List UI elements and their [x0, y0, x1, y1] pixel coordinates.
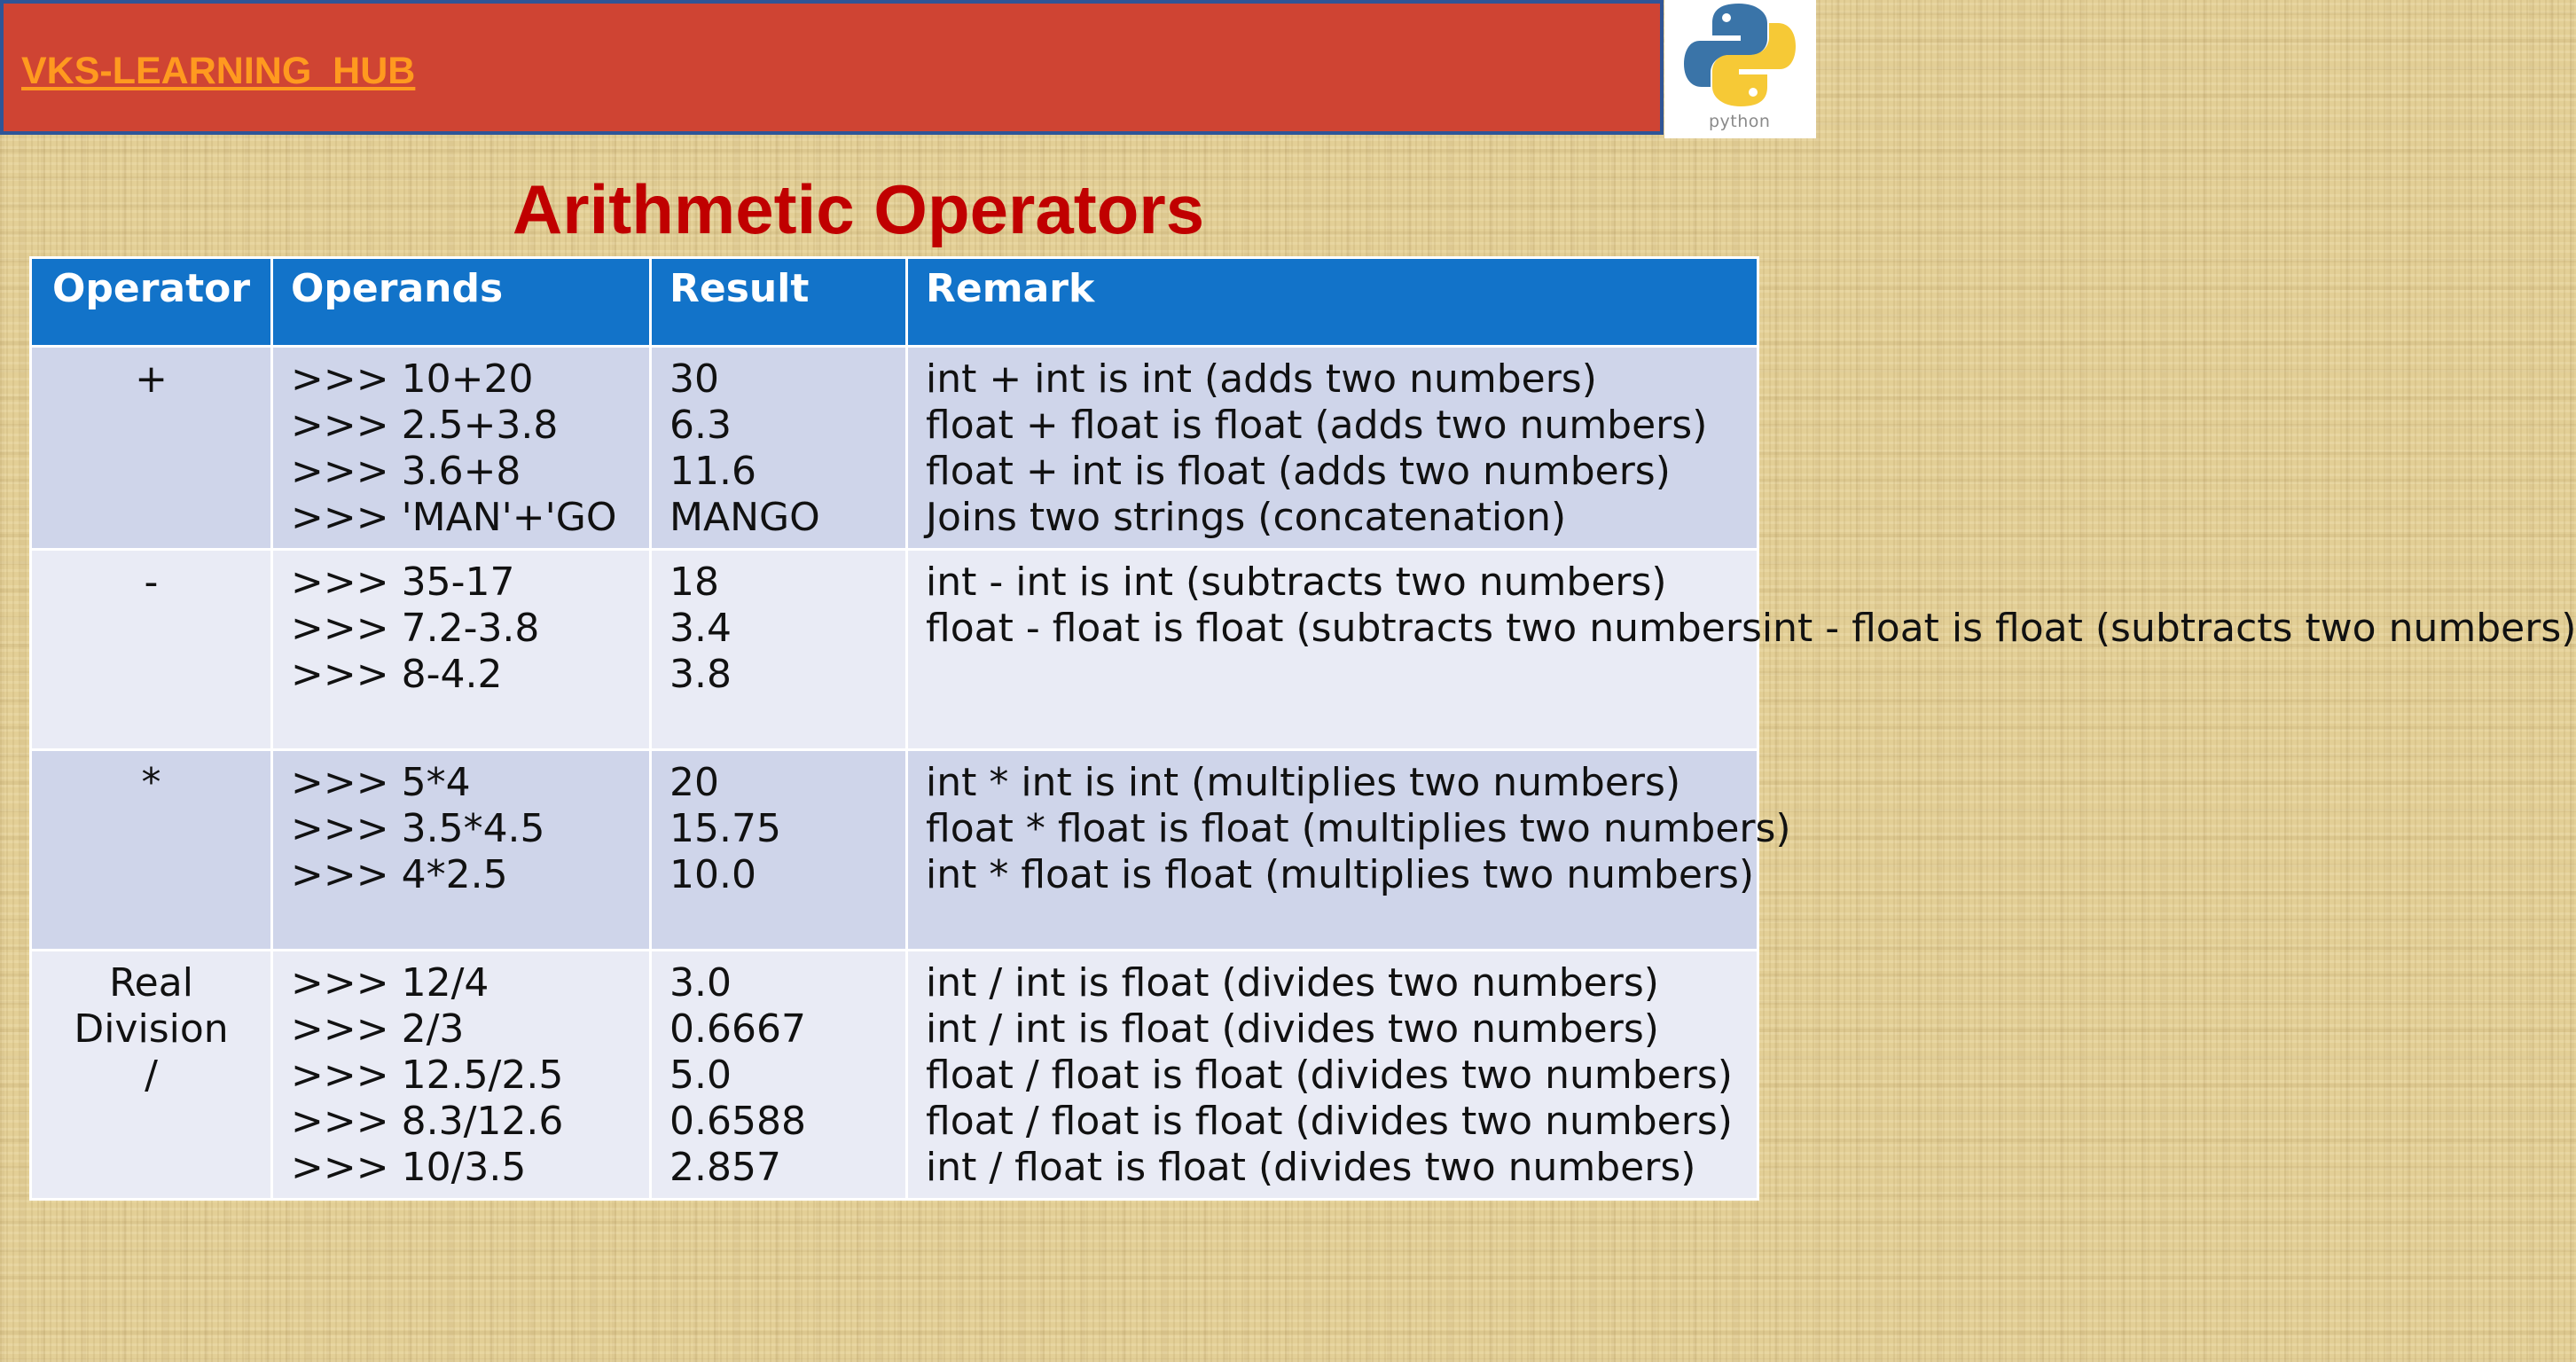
- result-line: 11.6: [669, 449, 756, 494]
- column-header-operands: Operands: [272, 258, 651, 347]
- page-title: Arithmetic Operators: [512, 170, 1205, 248]
- operator-cell: [31, 550, 272, 750]
- operand-line: >>> 4*2.5: [291, 852, 508, 897]
- result-line: 2.857: [669, 1145, 781, 1190]
- result-line: 15.75: [669, 806, 781, 851]
- operand-line: >>> 8.3/12.6: [291, 1099, 564, 1144]
- result-line: 3.4: [669, 606, 732, 651]
- column-header-remark: Remark: [907, 258, 1758, 347]
- remark-cell: [907, 951, 1758, 1200]
- operand-line: >>> 7.2-3.8: [291, 606, 540, 651]
- table-header-row: [31, 258, 1758, 347]
- result-line: 0.6667: [669, 1006, 806, 1052]
- operands-cell: [272, 951, 651, 1200]
- operand-line: >>> 3.5*4.5: [291, 806, 545, 851]
- remark-line: int / float is float (divides two numbers): [926, 1145, 1696, 1190]
- operand-line: >>> 10/3.5: [291, 1145, 527, 1190]
- result-cell: [651, 347, 907, 550]
- result-line: 18: [669, 560, 719, 605]
- remark-line: int * int is int (multiplies two numbers): [926, 760, 1681, 805]
- result-line: MANGO: [669, 495, 820, 540]
- operator-symbol: *: [141, 760, 161, 805]
- result-cell: [651, 550, 907, 750]
- result-line: 30: [669, 356, 719, 402]
- remark-line: int / int is float (divides two numbers): [926, 960, 1659, 1006]
- remark-cell: [907, 347, 1758, 550]
- result-cell: [651, 951, 907, 1200]
- result-cell: [651, 750, 907, 951]
- column-header-operator: Operator: [31, 258, 272, 347]
- header-banner: [0, 0, 1664, 135]
- operator-cell: [31, 951, 272, 1200]
- remark-line: int + int is int (adds two numbers): [926, 356, 1597, 402]
- remark-line: float + int is float (adds two numbers): [926, 449, 1671, 494]
- operands-cell: [272, 750, 651, 951]
- column-header-result: Result: [651, 258, 907, 347]
- result-line: 3.0: [669, 960, 732, 1006]
- remark-line: int / int is float (divides two numbers): [926, 1006, 1659, 1052]
- table-row: [31, 951, 1758, 1200]
- result-line: 0.6588: [669, 1099, 806, 1144]
- operand-line: >>> 8-4.2: [291, 652, 503, 697]
- operator-symbol: /: [145, 1053, 158, 1098]
- operand-line: >>> 2.5+3.8: [291, 403, 559, 448]
- operator-label: Division: [74, 1006, 229, 1052]
- operator-symbol: +: [135, 356, 168, 402]
- operand-line: >>> 12.5/2.5: [291, 1053, 564, 1098]
- table-row: [31, 550, 1758, 750]
- remark-line: float / float is float (divides two numbers): [926, 1099, 1733, 1144]
- remark-cell: [907, 750, 1791, 951]
- operator-label: Real: [109, 960, 193, 1006]
- operand-line: >>> 35-17: [291, 560, 515, 605]
- remark-line: Joins two strings (concatenation): [926, 495, 1567, 540]
- result-line: 6.3: [669, 403, 732, 448]
- remark-line: float - float is float (subtracts two numbersint - float is float (subtracts two numbers): [926, 606, 2576, 651]
- remark-line: float * float is float (multiplies two numbers): [926, 806, 1791, 851]
- python-logo-icon: [1682, 0, 1797, 110]
- operator-cell: [31, 750, 272, 951]
- result-line: 3.8: [669, 652, 732, 697]
- result-line: 10.0: [669, 852, 756, 897]
- operator-cell: [31, 347, 272, 550]
- table-row: [31, 750, 1758, 951]
- logo-wordmark: python: [1709, 112, 1771, 131]
- operators-table: [29, 256, 2576, 1201]
- operand-line: >>> 12/4: [291, 960, 489, 1006]
- result-line: 20: [669, 760, 719, 805]
- python-logo: [1664, 0, 1816, 138]
- remark-line: int * float is float (multiplies two numbers): [926, 852, 1755, 897]
- brand-link[interactable]: VKS-LEARNING HUB: [21, 50, 416, 92]
- operands-cell: [272, 347, 651, 550]
- operand-line: >>> 2/3: [291, 1006, 465, 1052]
- operand-line: >>> 5*4: [291, 760, 471, 805]
- table-row: [31, 347, 1758, 550]
- operands-cell: [272, 550, 651, 750]
- remark-cell: [907, 550, 2576, 750]
- result-line: 5.0: [669, 1053, 732, 1098]
- remark-line: float / float is float (divides two numbers): [926, 1053, 1733, 1098]
- operand-line: >>> 10+20: [291, 356, 534, 402]
- operand-line: >>> 'MAN'+'GO: [291, 495, 617, 540]
- remark-line: float + float is float (adds two numbers): [926, 403, 1708, 448]
- operator-symbol: -: [144, 560, 159, 605]
- remark-line: int - int is int (subtracts two numbers): [926, 560, 1667, 605]
- operand-line: >>> 3.6+8: [291, 449, 521, 494]
